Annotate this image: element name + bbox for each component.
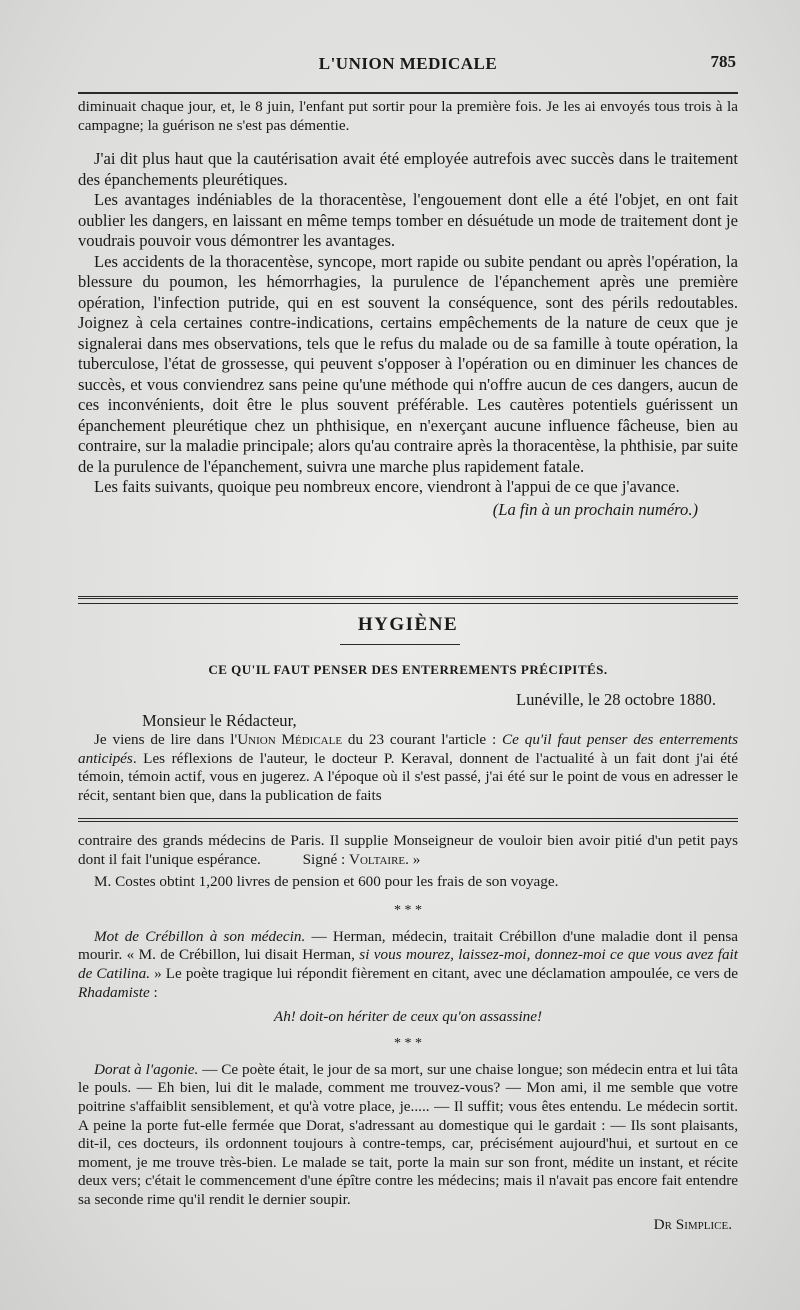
heading-underline bbox=[340, 644, 460, 645]
dateline: Lunéville, le 28 octobre 1880. bbox=[516, 690, 716, 709]
section-rule bbox=[78, 596, 738, 599]
sig-name: Voltaire. bbox=[349, 850, 409, 868]
paragraph: Les avantages indéniables de la thoracentèse, l'engouement dont elle a été l'objet, en ont fait oublier les dangers, en laissant en même temps tomber en désuétude un mode de traitement dont je voudrais pouvoir vous démontrer les avantages. bbox=[78, 190, 738, 251]
feuilleton-rule bbox=[78, 818, 738, 822]
text-run: si vous mourez, laissez-moi, donnez-moi ce que vous avez fait de Catilina. bbox=[78, 946, 738, 982]
sig-close: » bbox=[408, 850, 421, 868]
continued-note: (La fin à un prochain numéro.) bbox=[492, 499, 698, 519]
section-heading: HYGIÈNE bbox=[357, 614, 459, 635]
asterism: * * * bbox=[394, 1035, 422, 1051]
text-run: du 23 courant l'article : bbox=[342, 731, 503, 748]
paragraph bbox=[78, 731, 738, 805]
text-run: : bbox=[149, 983, 158, 1001]
feuilleton bbox=[78, 832, 738, 1234]
text-run: Je viens de lire dans l' bbox=[94, 731, 238, 748]
anecdote-title: Dorat à l'agonie. bbox=[94, 1060, 199, 1078]
section-rule bbox=[78, 603, 738, 604]
journal-name: Union Médicale bbox=[237, 731, 343, 748]
author-signature: Dr Simplice. bbox=[653, 1215, 732, 1233]
article-title-ref: Ce qu'il faut penser des enterrements anticipés bbox=[78, 731, 739, 767]
paragraph bbox=[78, 832, 738, 869]
text-run: — Herman, médecin, traitait Crébillon d'une maladie dont il pensa mourir. « M. de Crébillon, lui disait Herman, bbox=[78, 927, 739, 964]
paragraph: J'ai dit plus haut que la cautérisation avait été employée autrefois avec succès dans le traitement des épanchements pleurétiques. bbox=[78, 149, 738, 189]
paragraph: M. Costes obtint 1,200 livres de pension et 600 pour les frais de son voyage. bbox=[94, 873, 559, 891]
page-number: 785 bbox=[710, 52, 736, 71]
sig-prefix: Signé : bbox=[302, 850, 350, 868]
paragraph bbox=[78, 928, 738, 1002]
salutation: Monsieur le Rédacteur, bbox=[142, 710, 297, 730]
text-run: » Le poète tragique lui répondit fièrement en citant, avec une déclamation ampoulée, ce vers de bbox=[150, 964, 739, 982]
running-header bbox=[78, 46, 738, 86]
text-run: contraire des grands médecins de Paris. Il supplie Monseigneur de vouloir bien avoir pitié d'un petit pays dont il fait l'unique espérance. bbox=[78, 832, 738, 868]
article-subtitle: CE QU'IL FAUT PENSER DES ENTERREMENTS PRÉCIPITÉS. bbox=[208, 662, 608, 677]
verse: Ah! doit-on hériter de ceux qu'on assassine! bbox=[273, 1008, 543, 1026]
article-continuation bbox=[78, 98, 738, 520]
text-run: . Les réflexions de l'auteur, le docteur P. Keraval, donnent de l'actualité à un fait dont j'ai été témoin, témoin actif, vous en jugerez. A l'époque où il s'est passé, j'ai été sur le point de vous en adresser le récit, sentant bien que, dans la publication de faits bbox=[78, 749, 738, 804]
text-run: — Ce poète était, le jour de sa mort, sur une chaise longue; son médecin entra et lui tâta le pouls. — Eh bien, lui dit le malade, comment me trouvez-vous? — Mon ami, il me semble que votre poitrine s'affaiblit sensiblement, et qu'à votre place, je..... — Il suffit; vous êtes entendu. Le médecin sortit. A peine la porte fut-elle fermée que Dorat, s'adressant au domestique qui le gardait : — Ils sont plaisants, dit-il, ces docteurs, ils ordonnent toujours à contre-temps, car, précisément aujourd'hui, et surtout en ce moment, je me trouve très-bien. Le malade se tait, porte la main sur son front, médite un instant, et récite deux vers; c'était le commencement d'une épître contre les médecins; mais il n'avait pas encore fait entendre sa seconde rime qu'il rendit le dernier soupir. bbox=[78, 1060, 739, 1208]
play-title: Rhadamiste bbox=[78, 983, 150, 1001]
header-rule bbox=[78, 92, 738, 94]
journal-title: L'UNION MEDICALE bbox=[318, 54, 498, 73]
hygiene-article bbox=[78, 690, 738, 805]
anecdote-title: Mot de Crébillon à son médecin. bbox=[94, 927, 306, 945]
paragraph: Les faits suivants, quoique peu nombreux encore, viendront à l'appui de ce que j'avance. bbox=[94, 477, 680, 497]
paragraph bbox=[78, 1061, 738, 1210]
paragraph: Les accidents de la thoracentèse, syncope, mort rapide ou subite pendant ou après l'opération, la blessure du poumon, les hémorrhagies, la purulence de l'épanchement après une première opération, l'infection putride, qui en est souvent la conséquence, sont des périls redoutables. Joignez à cela certaines contre-indications, certains empêchements de la nature de ceux que je signalerai dans mes observations, tels que le refus du malade ou de sa famille à toute opération, la tuberculose, l'état de grossesse, qui peuvent s'opposer à l'opération ou en diminuer les chances de succès, et vous conviendrez sans peine qu'une méthode qui n'offre aucun de ces dangers, aucun de ces inconvénients, doit être le plus souvent préférable. Les cautères potentiels guérissent un épanchement pleurétique chez un phthisique, en n'exerçant aucune influence fâcheuse, bien au contraire, sur la maladie principale; alors qu'au contraire après la thoracentèse, la phthisie, par suite de la purulence de l'épanchement, suivra une marche plus rapidement fatale. bbox=[78, 251, 738, 476]
asterism: * * * bbox=[394, 902, 422, 918]
paragraph: diminuait chaque jour, et, le 8 juin, l'enfant put sortir pour la première fois. Je les ai envoyés tous trois à la campagne; la guérison ne s'est pas démentie. bbox=[78, 98, 738, 134]
